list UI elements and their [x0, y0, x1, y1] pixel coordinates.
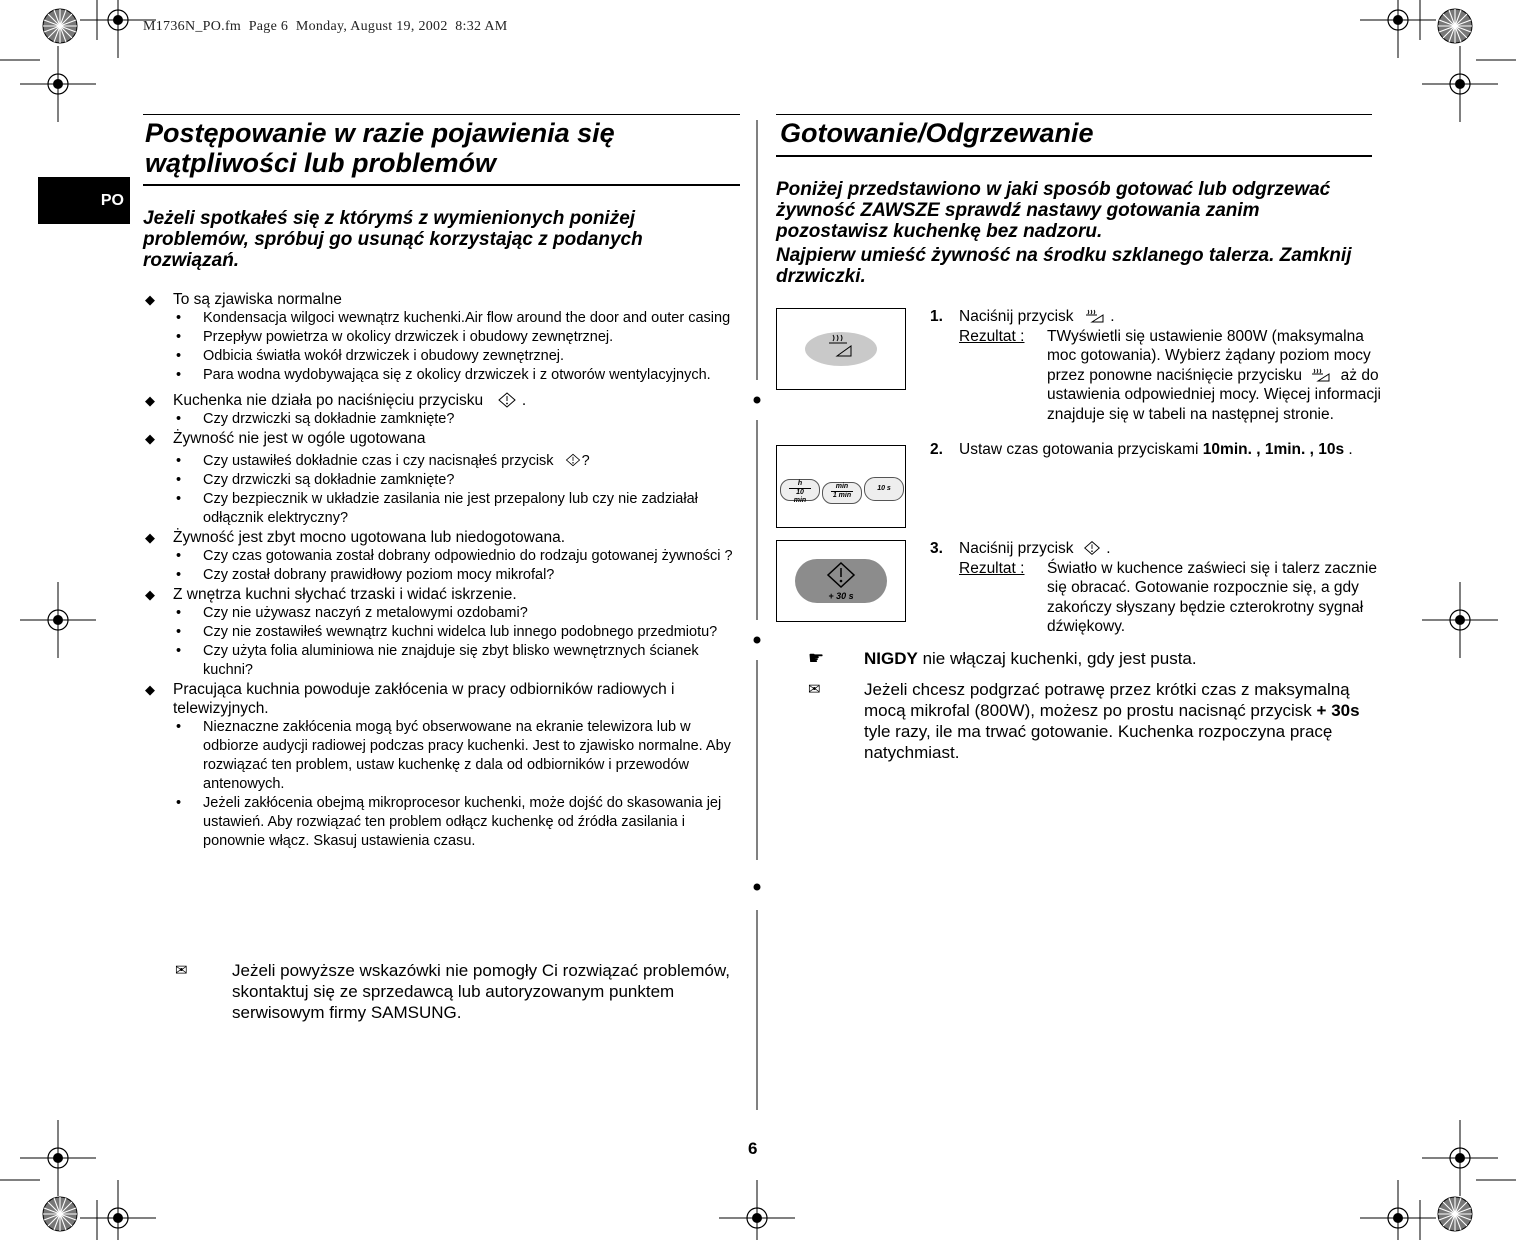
right-title-rule-top [776, 114, 1372, 115]
list-item: • Czy drzwiczki są dokładnie zamknięte? [176, 472, 455, 488]
list-item: • Odbicia światła wokół drzwiczek i obudowy zewnętrznej. [176, 348, 565, 364]
start-button-icon [564, 452, 582, 468]
result-label: Rezultat : [959, 559, 1025, 577]
list-item: • Czy nie używasz naczyń z metalowymi ozdobami? [176, 605, 528, 621]
start-button-icon [496, 392, 518, 408]
diamond-bullet-icon: ◆ [145, 393, 155, 408]
category-not-cooked [145, 429, 740, 528]
step-1: 1. Naciśnij przycisk . Rezultat : TWyświetli się ustawienie 800W (maksymalna moc gotowania). Wybierz żądany poziom mocy przez ponowne naciśnięcie przycisku aż do ustawienia odpowiedniej mocy. Więcej informacji znajduje się w tabeli na następnej stronie. [930, 308, 1381, 423]
list-item: • Jeżeli zakłócenia obejmą mikroprocesor kuchenki, może dojść do skasowania jej ustawień. Aby rozwiązać ten problem odłącz kuchenkę od źródła zasilania i ponownie włącz. Skasuj ustawienia czasu. [176, 795, 722, 849]
troubleshooting-list [145, 290, 740, 851]
one-min-button[interactable]: min 1 min [822, 482, 862, 504]
ten-sec-button[interactable]: 10 s [864, 477, 904, 501]
left-title-line2: wątpliwości lub problemów [145, 148, 497, 178]
language-tab: PO [38, 177, 130, 224]
left-title [145, 118, 745, 178]
step-3: 3. Naciśnij przycisk . Rezultat : Światło w kuchence zaświeci się i talerz zacznie się obracać. Gotowanie rozpocznie się, a gdy zakończy słyszany będzie czterokrotny sygnał dźwiękowy. [930, 540, 1377, 635]
note-icon: ✉ [808, 681, 821, 698]
page-number: 6 [748, 1139, 758, 1158]
list-item: • Kondensacja wilgoci wewnątrz kuchenki.Air flow around the door and outer casing [176, 310, 731, 326]
diamond-bullet-icon: ◆ [145, 431, 155, 446]
note-icon: ✉ [175, 962, 188, 979]
ten-min-button[interactable]: h 10 min [780, 479, 820, 501]
category-head: Żywność nie jest w ogóle ugotowana [173, 430, 426, 447]
frame-label: M1736N_PO.fm Page 6 Monday, August 19, 2002 8:32 AM [143, 19, 508, 34]
right-title: Gotowanie/Odgrzewanie [780, 118, 1094, 148]
right-intro-1: Poniżej przedstawiono w jaki sposób gotować lub odgrzewać żywność ZAWSZE sprawdź nastawy gotowania zanim pozostawisz kuchenkę bez nadzoru. [776, 179, 1331, 242]
right-title-rule-bottom [776, 155, 1372, 157]
left-title-line1: Postępowanie w razie pojawienia się [145, 118, 615, 148]
panel-time [776, 445, 906, 528]
category-normal [145, 290, 740, 385]
start-plus30-button[interactable]: + 30 s [795, 559, 887, 603]
list-item: • Czy został dobrany prawidłowy poziom mocy mikrofal? [176, 567, 555, 583]
list-item: • Przepływ powietrza w okolicy drzwiczek i obudowy zewnętrznej. [176, 329, 614, 345]
category-sparks [145, 585, 740, 680]
list-item: • Para wodna wydobywająca się z okolicy drzwiczek i z otworów wentylacyjnych. [176, 367, 711, 383]
diamond-bullet-icon: ◆ [145, 587, 155, 602]
category-head: Pracująca kuchnia powoduje zakłócenia w pracy odbiorników radiowych i telewizyjnych. [173, 681, 675, 717]
warning-note: ☛ NIGDY nie włączaj kuchenki, gdy jest pusta. [808, 648, 1197, 668]
diamond-bullet-icon: ◆ [145, 292, 155, 307]
power-button-icon[interactable] [777, 309, 905, 389]
step-2: 2. Ustaw czas gotowania przyciskami 10min. , 1min. , 10s . [930, 441, 1353, 458]
right-intro-2: Najpierw umieść żywność na środku szklanego talerza. Zamknij drzwiczki. [776, 245, 1352, 287]
list-item: • Czy ustawiłeś dokładnie czas i czy nacisnąłeś przycisk ? [176, 453, 590, 469]
left-note [175, 960, 740, 1023]
panel-power [776, 308, 906, 390]
list-item: • Czy bezpiecznik w układzie zasilania nie jest przepalony lub czy nie zadziałał odłącznik elektryczny? [176, 491, 698, 526]
tip-note: ✉ Jeżeli chcesz podgrzać potrawę przez krótki czas z maksymalną mocą mikrofal (800W), możesz po prostu nacisnąć przycisk + 30s tyle razy, ile ma trwać gotowanie. Kuchenka rozpoczyna pracę natychmiast. [808, 680, 1360, 762]
category-interference [145, 680, 740, 851]
result-label: Rezultat : [959, 327, 1025, 345]
list-item: • Czy nie zostawiłeś wewnątrz kuchni widelca lub innego podobnego przedmiotu? [176, 624, 718, 640]
left-title-rule-top [143, 114, 740, 115]
category-overcooked [145, 528, 740, 585]
pointing-hand-icon: ☛ [808, 648, 825, 668]
start-button-icon [1082, 540, 1102, 556]
left-title-rule-bottom [143, 184, 740, 186]
category-head: To są zjawiska normalne [173, 291, 342, 308]
power-icon [1310, 367, 1332, 383]
diamond-bullet-icon: ◆ [145, 682, 155, 697]
category-head: Kuchenka nie działa po naciśnięciu przycisku . [173, 392, 527, 409]
category-not-working [145, 391, 740, 429]
left-note-text: Jeżeli powyższe wskazówki nie pomogły Ci rozwiązać problemów, skontaktuj się ze sprzedawcą lub autoryzowanym punktem serwisowym firmy SAMSUNG. [232, 961, 730, 1022]
list-item: • Czy użyta folia aluminiowa nie znajduje się zbyt blisko wewnętrznych ścianek kuchni? [176, 643, 699, 678]
list-item: • Czy drzwiczki są dokładnie zamknięte? [176, 411, 455, 427]
start-button-icon [826, 562, 856, 588]
list-item: • Nieznaczne zakłócenia mogą być obserwowane na ekranie telewizora lub w odbiorze audycji radiowej podczas pracy kuchenki. Jest to zjawisko normalne. Aby rozwiązać ten problem, ustaw kuchenkę z dala od odbiorników i przewodów antenowych. [176, 719, 731, 792]
left-intro: Jeżeli spotkałeś się z którymś z wymienionych poniżej problemów, spróbuj go usunąć korzystając z podanych rozwiązań. [143, 208, 643, 271]
power-icon [1084, 308, 1106, 324]
diamond-bullet-icon: ◆ [145, 530, 155, 545]
list-item: • Czy czas gotowania został dobrany odpowiednio do rodzaju gotowanej żywności ? [176, 548, 733, 564]
panel-start [776, 540, 906, 622]
category-head: Żywność jest zbyt mocno ugotowana lub niedogotowana. [173, 529, 566, 546]
category-head: Z wnętrza kuchni słychać trzaski i widać iskrzenie. [173, 586, 517, 603]
